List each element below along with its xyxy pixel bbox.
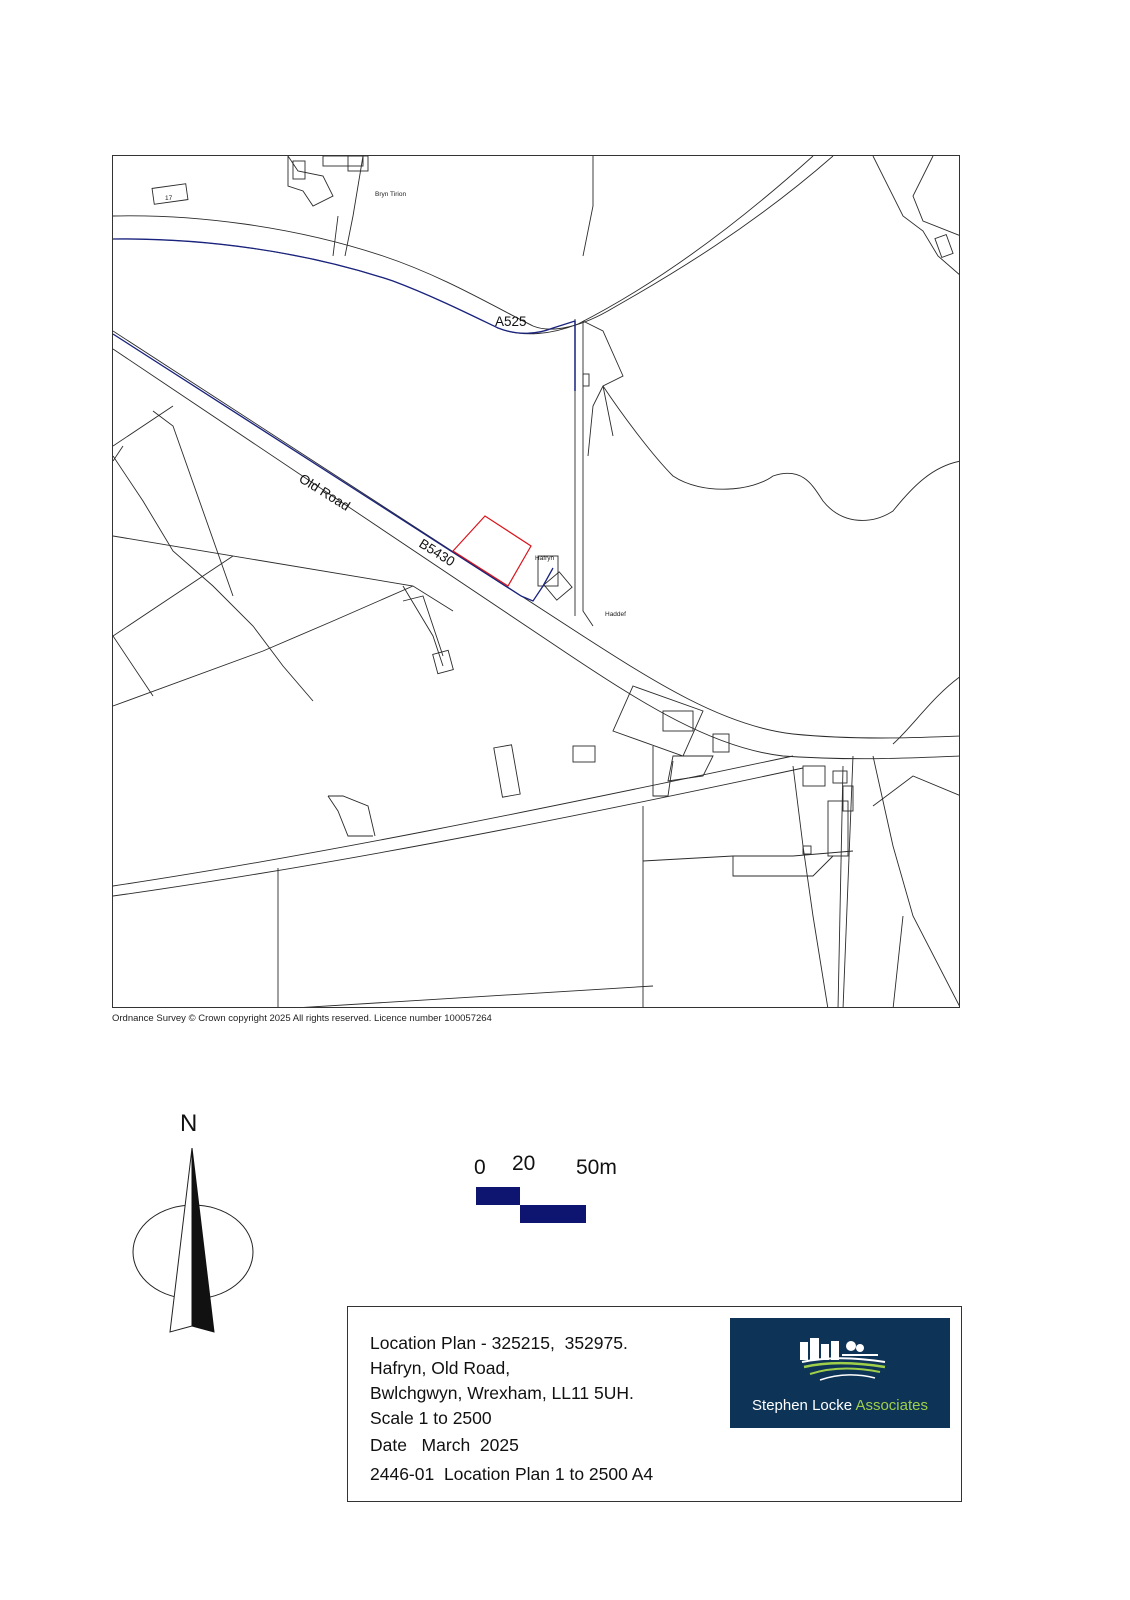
map-label-b5430: B5430 xyxy=(416,535,458,570)
info-drawing-ref: 2446-01 Location Plan 1 to 2500 A4 xyxy=(370,1464,654,1484)
info-address-2: Bwlchgwyn, Wrexham, LL11 5UH. xyxy=(370,1383,634,1403)
location-map xyxy=(113,156,960,1008)
scale-label-0: 0 xyxy=(474,1156,486,1179)
scale-segment-2 xyxy=(520,1205,586,1223)
company-logo xyxy=(730,1318,950,1428)
map-label-haddef: Haddef xyxy=(605,611,626,618)
map-label-house-17: 17 xyxy=(165,195,173,202)
scale-label-50m: 50m xyxy=(576,1156,617,1179)
map-linework xyxy=(113,156,960,1008)
info-date: Date March 2025 xyxy=(370,1435,519,1455)
info-location-plan: Location Plan - 325215, 352975. xyxy=(370,1333,628,1353)
map-label-old-road: Old Road xyxy=(296,470,353,514)
map-frame xyxy=(112,155,960,1008)
north-label: N xyxy=(180,1110,198,1137)
copyright-notice: Ordnance Survey © Crown copyright 2025 All rights reserved. Licence number 100057264 xyxy=(112,1013,492,1024)
map-label-hafryn: Hafryn xyxy=(535,555,555,562)
logo-graphic-icon xyxy=(730,1318,950,1388)
map-label-a525: A525 xyxy=(495,314,527,329)
logo-company-name: Stephen Locke xyxy=(752,1397,853,1414)
scale-segment-1 xyxy=(476,1187,520,1205)
title-block xyxy=(347,1306,962,1502)
scale-bar xyxy=(470,1152,670,1226)
info-scale: Scale 1 to 2500 xyxy=(370,1408,492,1428)
ownership-boundary xyxy=(113,239,575,601)
logo-company-suffix: Associates xyxy=(855,1397,928,1414)
site-boundary xyxy=(453,516,531,586)
info-address-1: Hafryn, Old Road, xyxy=(370,1358,511,1378)
map-label-bryn-tirion: Bryn Tirion xyxy=(375,191,407,198)
scale-label-20: 20 xyxy=(512,1152,536,1175)
logo-text xyxy=(730,1397,950,1414)
north-arrow-icon xyxy=(128,1148,258,1338)
